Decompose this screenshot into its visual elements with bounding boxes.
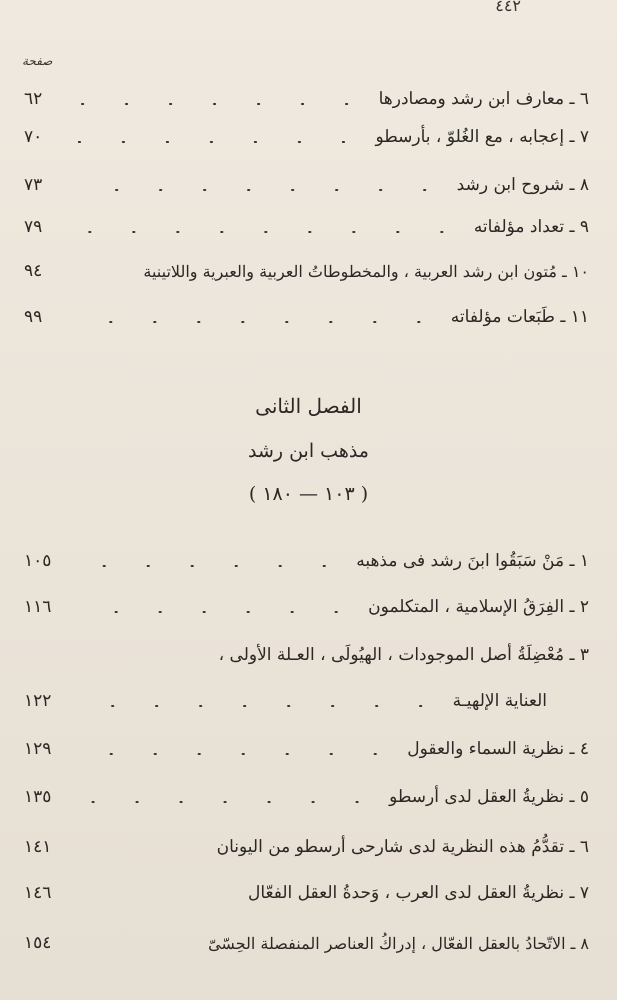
toc-entry-page: ١١٦: [24, 597, 52, 617]
toc-entry-text: ٣ ـ مُعْضِلَةُ أصل الموجودات ، الهيُولَى ، العـلة الأولى ،: [218, 645, 589, 665]
leader-dots: [76, 705, 443, 707]
toc-entry-page: ١٢٩: [24, 739, 52, 759]
toc-entry-text: ١ ـ مَنْ سَبَقُوا ابنَ رشد فى مذهبه: [356, 551, 589, 571]
page-header-mark: ٤٤٢: [495, 0, 521, 15]
toc-entry: [24, 926, 589, 960]
toc-entry: [24, 82, 589, 116]
toc-entry-text: ١٠ ـ مُتون ابن رشد العربية ، والمخطوطاتُ العربية والعبرية واللاتينية: [143, 261, 589, 281]
toc-entry: [24, 210, 589, 244]
chapter-page-range: ( ١٠٣ — ١٨٠ ): [248, 483, 369, 505]
leader-dots: [76, 321, 441, 323]
toc-entry-text: ٦ ـ معارف ابن رشد ومصادرها: [378, 89, 589, 109]
toc-entry-text: ٦ ـ تقدُّمُ هذه النظرية لدى شارحى أرسطو من اليونان: [216, 837, 589, 857]
page-column-label: صفحة: [22, 54, 53, 68]
leader-dots: [76, 753, 397, 755]
chapter-title: الفصل الثانى: [255, 394, 362, 418]
toc-entry: [24, 168, 589, 202]
toc-entry-text: ٨ ـ شروح ابن رشد: [456, 175, 589, 195]
toc-entry-page: ١٠٥: [24, 551, 52, 571]
leader-dots: [76, 103, 369, 105]
leader-dots: [76, 231, 464, 233]
toc-entry: [24, 544, 589, 578]
toc-entry: [24, 638, 589, 672]
toc-entry-page: ١٥٤: [24, 933, 52, 953]
toc-entry-text: ٢ ـ الفِرَقُ الإسلامية ، المتكلمون: [368, 597, 589, 617]
toc-entry: [24, 780, 589, 814]
toc-entry-page: ٧٩: [24, 217, 43, 237]
leader-dots: [76, 189, 447, 191]
toc-entry: [24, 830, 589, 864]
toc-entry: [24, 254, 589, 288]
leader-dots: [76, 611, 358, 613]
toc-entry-text: ١١ ـ طَبَعات مؤلفاته: [450, 307, 589, 327]
toc-entry-text: ٨ ـ الاتّحادُ بالعقل الفعّال ، إدراكُ العناصر المنفصلة الحِسّىّ: [208, 933, 589, 953]
toc-entry: [24, 684, 547, 718]
toc-entry-page: ١٤٦: [24, 883, 52, 903]
leader-dots: [76, 801, 379, 803]
toc-entry-page: ١٣٥: [24, 787, 52, 807]
toc-entry-text: ٩ ـ تعداد مؤلفاته: [473, 217, 589, 237]
toc-entry-text: ٤ ـ نظرية السماء والعقول: [407, 739, 589, 759]
toc-entry-page: ٩٩: [24, 307, 43, 327]
toc-entry: [24, 590, 589, 624]
leader-dots: [76, 141, 365, 143]
toc-entry-page: ٩٤: [24, 261, 43, 281]
toc-entry-text: ٥ ـ نظريةُ العقل لدى أرسطو: [389, 787, 589, 807]
toc-entry-text: العناية الإلهيـة: [452, 691, 547, 711]
toc-entry: [24, 120, 589, 154]
toc-entry-page: ٦٢: [24, 89, 43, 109]
toc-entry: [24, 732, 589, 766]
toc-entry: [24, 300, 589, 334]
leader-dots: [76, 565, 346, 567]
toc-entry-page: ١٤١: [24, 837, 52, 857]
toc-entry-text: ٧ ـ إعجابه ، مع الغُلوّ ، بأرسطو: [375, 127, 589, 147]
toc-entry-page: ٧٣: [24, 175, 43, 195]
toc-entry-page: ٧٠: [24, 127, 43, 147]
toc-entry-page: ١٢٢: [24, 691, 52, 711]
toc-entry-text: ٧ ـ نظريةُ العقل لدى العرب ، وَحدةُ العقل الفعّال: [248, 883, 589, 903]
toc-entry: [24, 876, 589, 910]
chapter-subtitle: مذهب ابن رشد: [247, 440, 369, 462]
